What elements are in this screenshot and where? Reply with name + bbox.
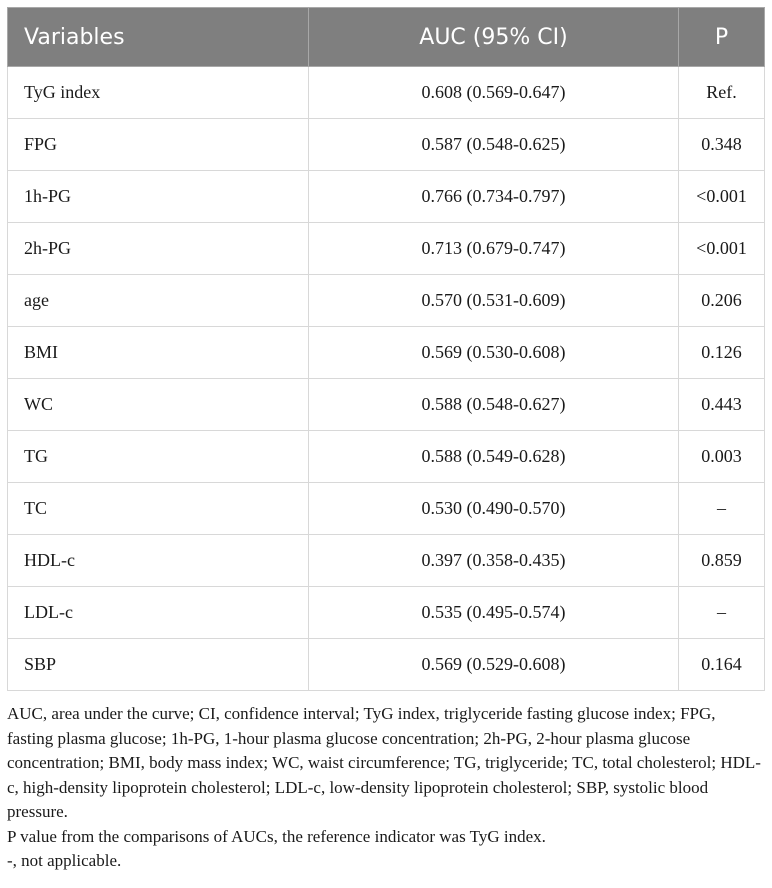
- footnote-not-applicable: -, not applicable.: [7, 851, 122, 870]
- header-p: P: [679, 8, 765, 67]
- cell-auc: 0.766 (0.734-0.797): [309, 171, 679, 223]
- auc-table: [7, 7, 765, 691]
- table-row: [8, 119, 765, 171]
- cell-p: 0.443: [679, 379, 765, 431]
- header-auc: AUC (95% CI): [309, 8, 679, 67]
- cell-auc: 0.569 (0.530-0.608): [309, 327, 679, 379]
- table-row: [8, 275, 765, 327]
- cell-variable: HDL-c: [8, 535, 309, 587]
- cell-auc: 0.570 (0.531-0.609): [309, 275, 679, 327]
- table-header-row: [8, 8, 765, 67]
- table-row: [8, 67, 765, 119]
- cell-p: 0.348: [679, 119, 765, 171]
- cell-p: Ref.: [679, 67, 765, 119]
- cell-auc: 0.608 (0.569-0.647): [309, 67, 679, 119]
- cell-p: –: [679, 483, 765, 535]
- table-row: [8, 379, 765, 431]
- footnote-p-value: P value from the comparisons of AUCs, the reference indicator was TyG index.: [7, 826, 546, 846]
- cell-auc: 0.588 (0.548-0.627): [309, 379, 679, 431]
- table-row: [8, 483, 765, 535]
- header-variables: Variables: [8, 8, 309, 67]
- cell-auc: 0.713 (0.679-0.747): [309, 223, 679, 275]
- cell-auc: 0.588 (0.549-0.628): [309, 431, 679, 483]
- table-row: [8, 431, 765, 483]
- cell-variable: 2h-PG: [8, 223, 309, 275]
- cell-p: 0.859: [679, 535, 765, 587]
- cell-p: 0.206: [679, 275, 765, 327]
- cell-variable: LDL-c: [8, 587, 309, 639]
- cell-variable: 1h-PG: [8, 171, 309, 223]
- table-row: [8, 639, 765, 691]
- cell-p: 0.003: [679, 431, 765, 483]
- cell-variable: TC: [8, 483, 309, 535]
- cell-p: <0.001: [679, 223, 765, 275]
- table-row: [8, 587, 765, 639]
- table-figure: [7, 7, 764, 874]
- cell-auc: 0.535 (0.495-0.574): [309, 587, 679, 639]
- cell-p: –: [679, 587, 765, 639]
- cell-variable: age: [8, 275, 309, 327]
- cell-auc: 0.569 (0.529-0.608): [309, 639, 679, 691]
- cell-auc: 0.530 (0.490-0.570): [309, 483, 679, 535]
- table-row: [8, 327, 765, 379]
- cell-variable: BMI: [8, 327, 309, 379]
- cell-variable: WC: [8, 379, 309, 431]
- footnote-abbreviations: AUC, area under the curve; CI, confidence interval; TyG index, triglyceride fasting glucose index; FPG, fasting plasma glucose; 1h-PG, 1-hour plasma glucose concentration; 2h-PG, 2-hour plasma glucose concentration; BMI, body mass index; WC, waist circumference; TG, triglyceride; TC, total cholesterol; HDL-c, high-density lipoprotein cholesterol; LDL-c, low-density lipoprotein cholesterol; SBP, systolic blood pressure.: [7, 704, 761, 821]
- cell-variable: FPG: [8, 119, 309, 171]
- cell-variable: SBP: [8, 639, 309, 691]
- cell-auc: 0.587 (0.548-0.625): [309, 119, 679, 171]
- cell-p: <0.001: [679, 171, 765, 223]
- cell-variable: TG: [8, 431, 309, 483]
- table-row: [8, 223, 765, 275]
- table-row: [8, 171, 765, 223]
- table-footnotes: [7, 702, 764, 874]
- cell-p: 0.164: [679, 639, 765, 691]
- cell-p: 0.126: [679, 327, 765, 379]
- cell-auc: 0.397 (0.358-0.435): [309, 535, 679, 587]
- cell-variable: TyG index: [8, 67, 309, 119]
- table-row: [8, 535, 765, 587]
